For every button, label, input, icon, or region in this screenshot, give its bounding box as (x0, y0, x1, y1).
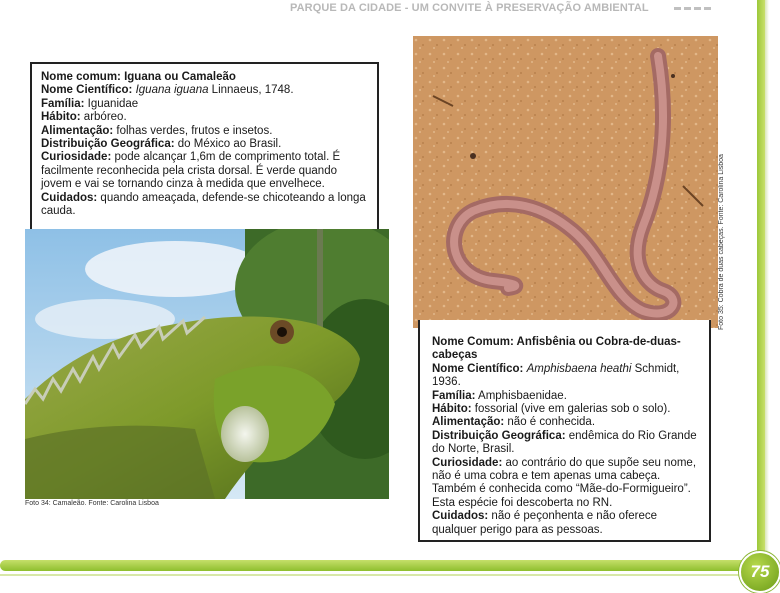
amphisbaena-habito: Hábito: fossorial (vive em galerias sob o solo). (432, 403, 671, 416)
amphisbaena-nome-cientifico: Nome Científico: Amphisbaena heathi Schmidt, 1936. (432, 362, 680, 389)
iguana-habito: Hábito: arbóreo. (41, 111, 127, 124)
iguana-distribuicao: Distribuição Geográfica: do México ao Brasil. (41, 138, 282, 151)
amphisbaena-familia: Família: Amphisbaenidae. (432, 389, 567, 402)
page-number-badge (739, 551, 780, 593)
amphisbaena-cuidados: Cuidados: não é peçonhenta e não oferece qualquer perigo para as pessoas. (432, 510, 658, 536)
iguana-nome-comum: Nome comum: Iguana ou Camaleão (41, 71, 236, 83)
iguana-cuidados: Cuidados: quando ameaçada, defende-se chicoteando a longa cauda. (41, 191, 366, 218)
amphisbaena-photo (413, 36, 718, 328)
page-number: 75 (750, 562, 770, 581)
iguana-familia: Família: Iguanidae (41, 97, 139, 110)
iguana-illustration (25, 229, 389, 499)
photo-34-caption: Foto 34: Camaleão. Fonte: Carolina Lisboa (25, 500, 159, 507)
iguana-nome-cientifico: Nome Científico: Iguana iguana Linnaeus, 1748. (41, 84, 294, 97)
header-dash-decoration (674, 7, 714, 10)
iguana-alimentacao: Alimentação: folhas verdes, frutos e insetos. (41, 124, 273, 137)
amphisbaena-alimentacao: Alimentação: não é conhecida. (432, 416, 596, 429)
amphisbaena-distribuicao: Distribuição Geográfica: endêmica do Rio Grande do Norte, Brasil. (432, 429, 697, 456)
iguana-curiosidade: Curiosidade: pode alcançar 1,6m de comprimento total. É facilmente reconhecida pela crista dorsal. É verde quando jovem e vai se tornando cinza à medida que envelhece. (41, 151, 341, 191)
photo-35-caption: Foto 35: Cobra de duas cabeças. Fonte: Carolina Lisboa (718, 154, 725, 330)
amphisbaena-info-box (418, 320, 711, 542)
bottom-green-bar (0, 560, 770, 571)
right-bar-shadow (765, 0, 769, 560)
bottom-bar-line (0, 574, 760, 576)
right-green-bar (757, 0, 765, 560)
running-header: PARQUE DA CIDADE - UM CONVITE À PRESERVAÇÃO AMBIENTAL (290, 2, 649, 14)
iguana-photo (25, 229, 389, 499)
amphisbaena-illustration (413, 36, 718, 328)
iguana-info-box (30, 62, 379, 234)
amphisbaena-curiosidade: Curiosidade: ao contrário do que supõe seu nome, não é uma cobra e tem apenas uma cabeça. Também é conhecida como “Mãe-do-Formigueiro”. Esta espécie foi descoberta no RN. (432, 456, 697, 509)
amphisbaena-nome-comum: Nome Comum: Anfisbênia ou Cobra-de-duas-cabeças (432, 336, 681, 362)
